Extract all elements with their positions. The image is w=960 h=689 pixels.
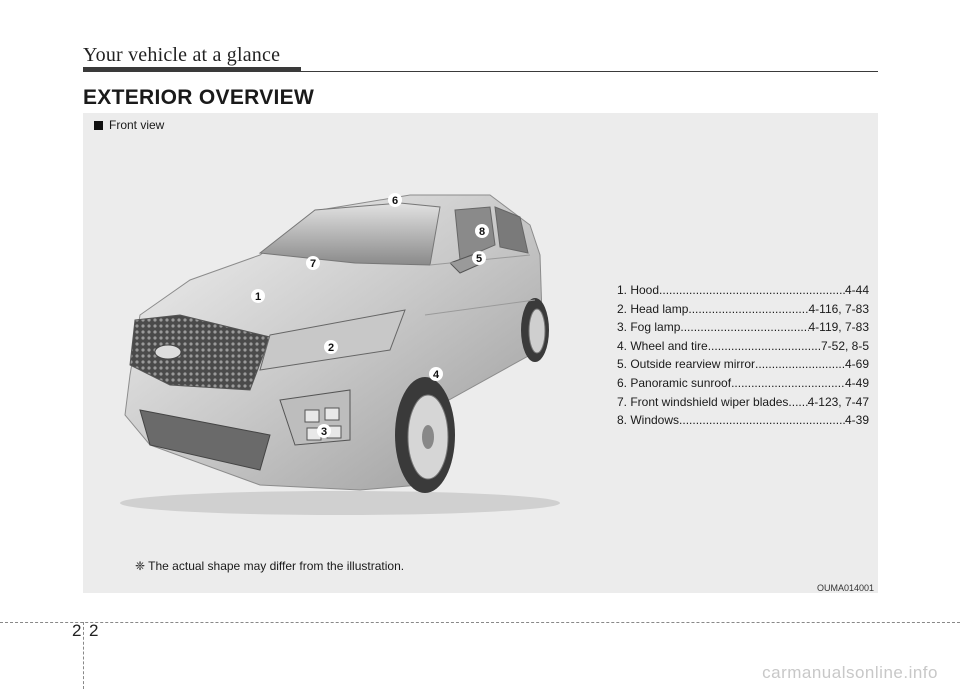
square-bullet-icon xyxy=(94,121,103,130)
svg-text:4: 4 xyxy=(432,369,440,381)
svg-text:3: 3 xyxy=(320,426,328,438)
legend-item: 2. Head lamp ..... 4-116, 7-83 xyxy=(617,300,869,319)
image-code: OUMA014001 xyxy=(816,583,874,593)
svg-text:1: 1 xyxy=(254,291,262,303)
svg-text:2: 2 xyxy=(327,342,335,354)
running-header: Your vehicle at a glance xyxy=(83,44,281,66)
legend-item: 4. Wheel and tire ..... 7-52, 8-5 xyxy=(617,337,869,356)
callout-2 xyxy=(324,340,338,354)
header-rule xyxy=(83,71,878,72)
callout-4 xyxy=(429,367,443,381)
callout-7 xyxy=(306,256,320,270)
page-number-section: 2 xyxy=(72,621,82,640)
callout-1 xyxy=(251,289,265,303)
view-label-text: Front view xyxy=(109,118,165,132)
callout-5 xyxy=(472,251,486,265)
page-number: 2 xyxy=(89,621,99,640)
illustration-note: ❈ The actual shape may differ from the illustration. xyxy=(135,559,405,573)
view-label xyxy=(94,118,164,132)
section-title: EXTERIOR OVERVIEW xyxy=(83,86,315,109)
callout-6 xyxy=(388,193,402,207)
svg-text:5: 5 xyxy=(475,253,483,265)
callout-8 xyxy=(475,224,489,238)
legend-item: 6. Panoramic sunroof ..... 4-49 xyxy=(617,374,869,393)
svg-text:6: 6 xyxy=(391,195,399,207)
callout-3 xyxy=(317,424,331,438)
crop-line-vertical xyxy=(83,622,84,689)
legend-item: 8. Windows ..... 4-39 xyxy=(617,411,869,430)
crop-line-horizontal xyxy=(0,622,960,623)
legend-item: 5. Outside rearview mirror ..... 4-69 xyxy=(617,355,869,374)
legend-item: 7. Front windshield wiper blades ..... 4-123, 7-47 xyxy=(617,393,869,412)
watermark: carmanualsonline.info xyxy=(762,663,938,682)
legend-item: 1. Hood ..... 4-44 xyxy=(617,281,869,300)
car-illustration xyxy=(110,185,570,515)
legend-item: 3. Fog lamp ..... 4-119, 7-83 xyxy=(617,318,869,337)
component-legend xyxy=(617,281,869,430)
svg-text:7: 7 xyxy=(309,258,317,270)
svg-text:8: 8 xyxy=(478,226,486,238)
